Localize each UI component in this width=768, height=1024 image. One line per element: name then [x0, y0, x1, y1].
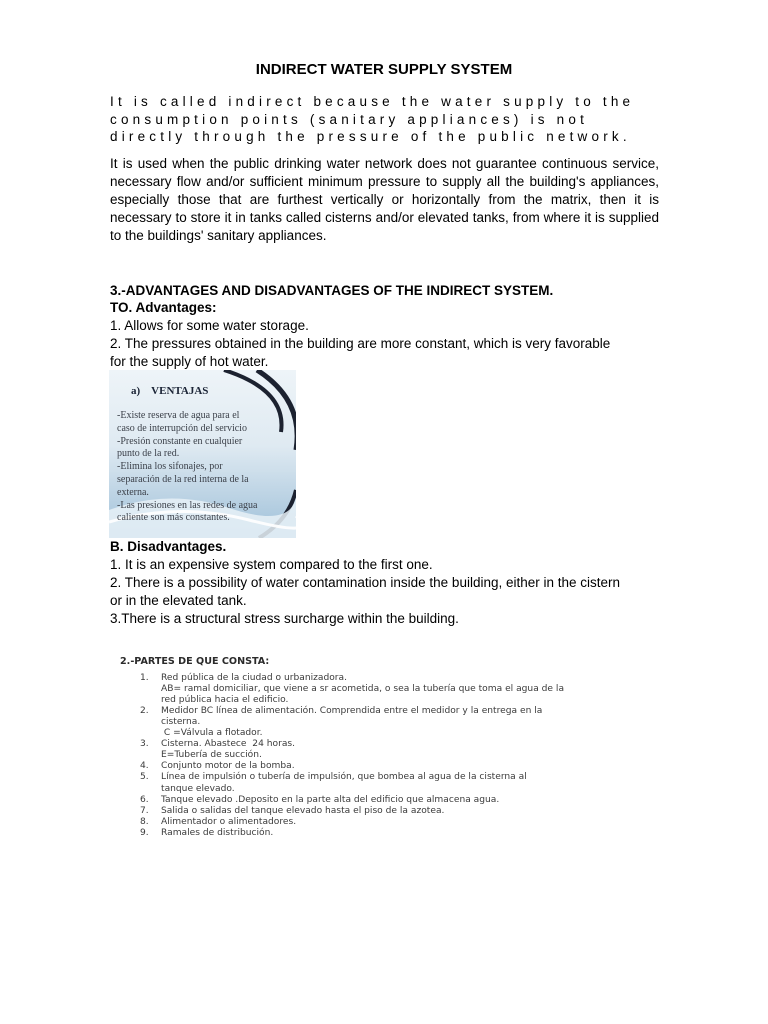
- parts-row-text: Medidor BC línea de alimentación. Comprendida entre el medidor y la entrega en la: [161, 706, 543, 717]
- parts-row-text: Red pública de la ciudad o urbanizadora.: [161, 673, 348, 683]
- parts-row-text: Cisterna. Abastece 24 horas.: [161, 739, 296, 750]
- list-item: 2. The pressures obtained in the building are more constant, which is very favorable: [110, 336, 611, 351]
- parts-row-text: Tanque elevado .Deposito en la parte alta del edificio que almacena agua.: [161, 794, 500, 805]
- parts-row-number: 4.: [140, 761, 149, 772]
- parts-row-number: 1.: [140, 673, 149, 683]
- parts-row-number: 3.: [140, 739, 149, 750]
- parts-row-text: Conjunto motor de la bomba.: [161, 761, 295, 772]
- paragraph-text: then it is necessary to store it in tanks called cisterns and/or elevated tanks, from: [110, 192, 659, 225]
- ventajas-line: caliente son más constantes.: [117, 512, 230, 524]
- parts-row-number: 8.: [140, 816, 149, 827]
- ventajas-line: -Elimina los sifonajes, por: [117, 461, 223, 473]
- parts-row-number: 7.: [140, 805, 149, 816]
- list-item: 2. There is a possibility of water contamination inside the building, either in the cistern: [110, 575, 621, 590]
- ventajas-text: [117, 410, 293, 525]
- intro-line: consumption points (sanitary appliances) is not: [110, 111, 589, 127]
- ventajas-line: -Existe reserva de agua para el: [117, 410, 240, 421]
- advantages-heading: TO. Advantages:: [110, 300, 217, 315]
- document-title: INDIRECT WATER SUPPLY SYSTEM: [255, 61, 513, 78]
- parts-row-text: AB= ramal domiciliar, que viene a sr acometida, o sea la tubería que toma el agua de la: [161, 684, 565, 695]
- parts-row-text: Salida o salidas del tanque elevado hasta el piso de la azotea.: [161, 805, 445, 816]
- parts-row-text: Línea de impulsión o tubería de impulsión, que bombea al agua de la cisterna al: [161, 772, 527, 783]
- ventajas-line: -Presión constante en cualquier: [117, 435, 243, 447]
- ventajas-line: separación de la red interna de la: [117, 473, 249, 485]
- paragraph-text: appliances, especially those that are furthest vertically or horizontally from the matrix,: [110, 174, 659, 207]
- list-item: for the supply of hot water.: [110, 354, 269, 369]
- ventajas-image: [109, 370, 296, 538]
- section-heading: 3.-ADVANTAGES AND DISADVANTAGES OF THE INDIRECT SYSTEM.: [110, 283, 554, 298]
- list-item: or in the elevated tank.: [110, 593, 247, 608]
- parts-row-number: 9.: [140, 827, 149, 838]
- parts-row-text: cisterna.: [161, 717, 201, 728]
- list-item: 1. It is an expensive system compared to the first one.: [110, 557, 433, 572]
- ventajas-line: externa.: [117, 486, 149, 498]
- parts-row-text: tanque elevado.: [161, 783, 235, 794]
- ventajas-title: a) VENTAJAS: [131, 385, 209, 397]
- parts-row-number: 6.: [140, 794, 149, 805]
- advantages-list: [110, 317, 659, 371]
- paragraph-text: It is used when the public drinking water network does not guarantee continuous: [110, 156, 608, 171]
- paragraph-text: where it is supplied to the buildings' sanitary appliances.: [110, 210, 659, 243]
- parts-image: [117, 653, 627, 843]
- list-item: 3.There is a structural stress surcharge within the building.: [110, 611, 459, 626]
- intro-line: It is called indirect because the water supply to the: [110, 94, 635, 109]
- list-item: 1. Allows for some water storage.: [110, 318, 309, 333]
- intro-paragraph: [110, 93, 659, 146]
- parts-row-number: 5.: [140, 772, 149, 783]
- usage-paragraph: [110, 155, 659, 245]
- parts-row-text: red pública hacia el edificio.: [161, 695, 289, 706]
- disadvantages-heading: B. Disadvantages.: [110, 539, 227, 554]
- paragraph-text: service, necessary flow and/or sufficient minimum pressure to supply all the building's: [110, 156, 659, 189]
- ventajas-line: caso de interrupción del servicio: [117, 422, 247, 434]
- parts-row-text: Ramales de distribución.: [161, 827, 274, 838]
- parts-row-number: 2.: [140, 706, 149, 717]
- parts-row-text: C =Válvula a flotador.: [161, 728, 263, 739]
- disadvantages-list: [110, 556, 659, 628]
- ventajas-line: punto de la red.: [117, 448, 180, 460]
- intro-line: directly through the pressure of the public network.: [110, 129, 631, 144]
- parts-row-text: E=Tubería de succión.: [161, 750, 262, 761]
- ventajas-line: -Las presiones en las redes de agua: [117, 499, 258, 511]
- parts-title: 2.-PARTES DE QUE CONSTA:: [120, 656, 270, 667]
- parts-row-text: Alimentador o alimentadores.: [161, 816, 297, 827]
